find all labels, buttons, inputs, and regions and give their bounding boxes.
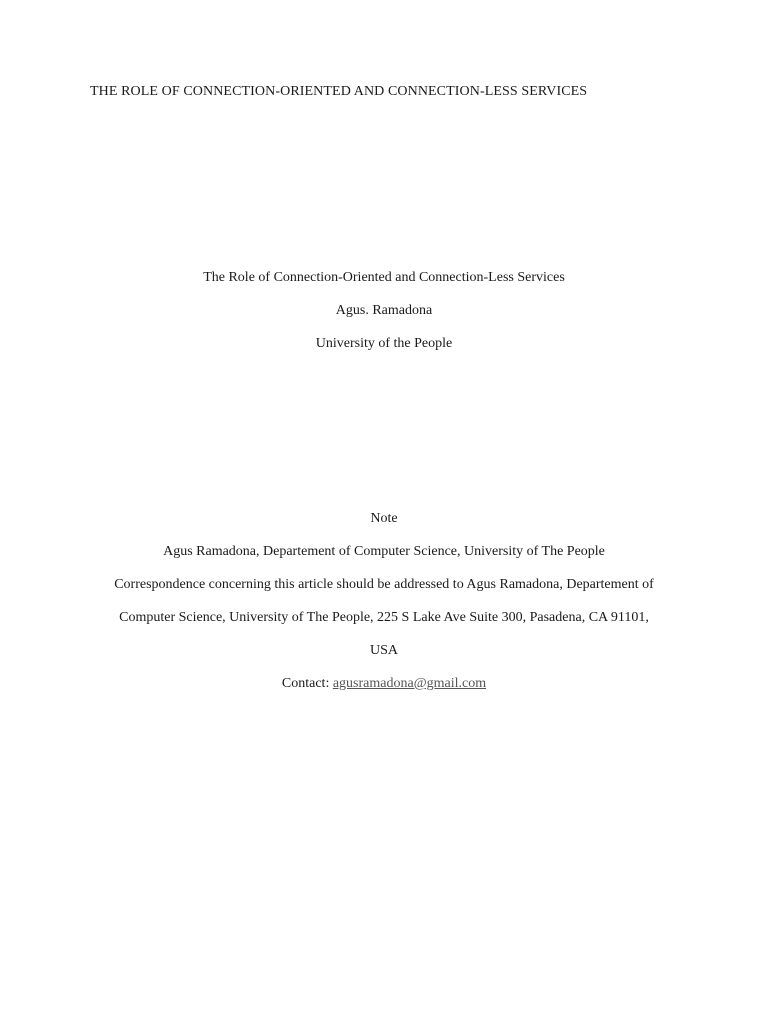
correspondence-line-1: Correspondence concerning this article should be addressed to Agus Ramadona, Departement of <box>114 577 654 592</box>
correspondence-line-2: Computer Science, University of The People, 225 S Lake Ave Suite 300, Pasadena, CA 91101, <box>119 610 649 625</box>
author-affiliation: University of the People <box>315 336 453 351</box>
title-block <box>0 261 768 360</box>
correspondence-line-3: USA <box>369 643 398 658</box>
running-head: THE ROLE OF CONNECTION-ORIENTED AND CONNECTION-LESS SERVICES <box>90 84 588 99</box>
contact-email-link[interactable]: agusramadona@gmail.com <box>332 676 487 691</box>
author-name: Agus. Ramadona <box>335 303 433 318</box>
author-note-heading: Note <box>370 511 398 526</box>
author-note-department: Agus Ramadona, Departement of Computer Science, University of The People <box>163 544 605 559</box>
author-note <box>0 502 768 700</box>
paper-title: The Role of Connection-Oriented and Connection-Less Services <box>203 270 565 285</box>
contact-line <box>0 667 768 700</box>
contact-label: Contact: <box>281 676 333 691</box>
